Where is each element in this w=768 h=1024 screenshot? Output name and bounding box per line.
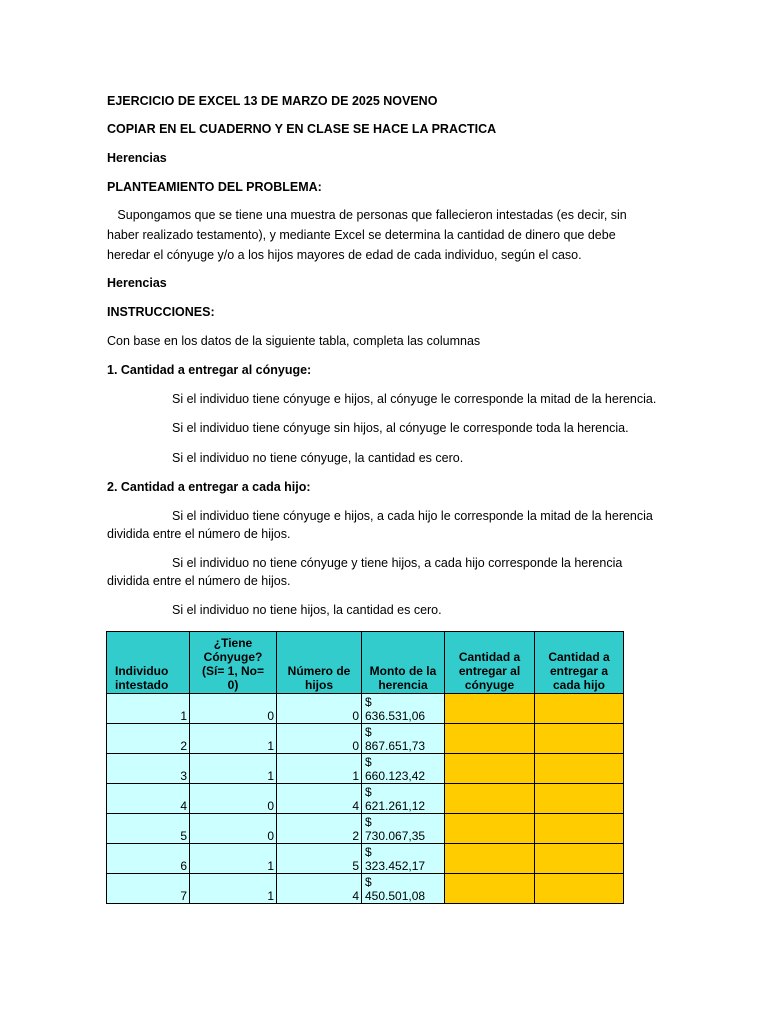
cell-cantidad-conyuge[interactable] xyxy=(445,754,535,784)
cell-cantidad-hijo[interactable] xyxy=(535,874,624,904)
heading-herencias-1: Herencias xyxy=(107,151,167,165)
problem-text-line-1: Supongamos que se tiene una muestra de personas que fallecieron intestadas (es decir, sin xyxy=(107,208,627,222)
cell-cantidad-hijo[interactable] xyxy=(535,814,624,844)
cell-monto xyxy=(362,844,445,874)
table-row xyxy=(107,874,624,904)
cell-cantidad-hijo[interactable] xyxy=(535,844,624,874)
item2-rule-1b: dividida entre el número de hijos. xyxy=(107,527,291,541)
cell-hijos: 5 xyxy=(277,844,362,874)
cell-hijos: 4 xyxy=(277,784,362,814)
instructions-intro: Con base en los datos de la siguiente tabla, completa las columnas xyxy=(107,334,481,348)
inheritance-table xyxy=(106,631,624,904)
cell-cantidad-hijo[interactable] xyxy=(535,754,624,784)
item1-rule-1: Si el individuo tiene cónyuge e hijos, al cónyuge le corresponde la mitad de la herencia. xyxy=(172,392,657,406)
cell-cantidad-conyuge[interactable] xyxy=(445,814,535,844)
header-conyuge-line-4: 0) xyxy=(227,678,239,692)
cell-individuo: 2 xyxy=(107,724,190,754)
header-cantidad-conyuge-line-1: Cantidad a xyxy=(458,650,521,664)
problem-text-line-3: heredar el cónyuge y/o a los hijos mayores de edad de cada individuo, según el caso. xyxy=(107,248,582,262)
currency-symbol: $ xyxy=(365,845,372,859)
header-individuo xyxy=(107,632,190,694)
header-cantidad-conyuge-line-2: entregar al xyxy=(458,664,521,678)
problem-heading: PLANTEAMIENTO DEL PROBLEMA: xyxy=(107,180,322,194)
problem-text-line-2: haber realizado testamento), y mediante Excel se determina la cantidad de dinero que debe xyxy=(107,228,616,242)
amount-value: 867.651,73 xyxy=(365,739,426,753)
header-individuo-line-1: Individuo xyxy=(115,664,169,678)
header-cantidad-hijo xyxy=(535,632,624,694)
cell-hijos: 1 xyxy=(277,754,362,784)
item1-rule-3: Si el individuo no tiene cónyuge, la cantidad es cero. xyxy=(172,451,464,465)
cell-cantidad-hijo[interactable] xyxy=(535,724,624,754)
cell-monto xyxy=(362,724,445,754)
cell-cantidad-conyuge[interactable] xyxy=(445,724,535,754)
cell-conyuge: 1 xyxy=(190,874,277,904)
item2-rule-3: Si el individuo no tiene hijos, la cantidad es cero. xyxy=(172,603,442,617)
cell-cantidad-hijo[interactable] xyxy=(535,694,624,724)
currency-symbol: $ xyxy=(365,815,372,829)
header-conyuge xyxy=(190,632,277,694)
amount-value: 730.067,35 xyxy=(365,829,426,843)
amount-value: 323.452,17 xyxy=(365,859,426,873)
header-hijos-line-2: hijos xyxy=(304,678,333,692)
table-row xyxy=(107,844,624,874)
cell-monto xyxy=(362,694,445,724)
cell-hijos: 0 xyxy=(277,694,362,724)
cell-conyuge: 0 xyxy=(190,814,277,844)
currency-symbol: $ xyxy=(365,875,372,889)
header-conyuge-line-3: (Sí= 1, No= xyxy=(201,664,265,678)
table-header-row xyxy=(107,632,624,694)
currency-symbol: $ xyxy=(365,725,372,739)
table-row xyxy=(107,694,624,724)
amount-value: 450.501,08 xyxy=(365,889,426,903)
copy-instruction: COPIAR EN EL CUADERNO Y EN CLASE SE HACE LA PRACTICA xyxy=(107,122,497,136)
header-cantidad-hijo-line-3: cada hijo xyxy=(552,678,605,692)
header-cantidad-conyuge-line-3: cónyuge xyxy=(464,678,515,692)
item2-rule-2a: Si el individuo no tiene cónyuge y tiene hijos, a cada hijo corresponde la herencia xyxy=(172,556,623,570)
currency-symbol: $ xyxy=(365,755,372,769)
cell-monto xyxy=(362,754,445,784)
cell-individuo: 5 xyxy=(107,814,190,844)
cell-monto xyxy=(362,814,445,844)
table-row xyxy=(107,754,624,784)
cell-conyuge: 1 xyxy=(190,844,277,874)
cell-individuo: 4 xyxy=(107,784,190,814)
table-row xyxy=(107,814,624,844)
cell-monto xyxy=(362,874,445,904)
cell-cantidad-conyuge[interactable] xyxy=(445,784,535,814)
cell-conyuge: 1 xyxy=(190,754,277,784)
currency-symbol: $ xyxy=(365,785,372,799)
header-individuo-line-2: intestado xyxy=(115,678,169,692)
cell-hijos: 2 xyxy=(277,814,362,844)
instructions-heading: INSTRUCCIONES: xyxy=(107,305,215,319)
item1-title: 1. Cantidad a entregar al cónyuge: xyxy=(107,363,312,377)
header-monto xyxy=(362,632,445,694)
cell-hijos: 4 xyxy=(277,874,362,904)
cell-cantidad-hijo[interactable] xyxy=(535,784,624,814)
header-monto-line-2: herencia xyxy=(378,678,428,692)
item2-rule-1a: Si el individuo tiene cónyuge e hijos, a cada hijo le corresponde la mitad de la herencia xyxy=(172,509,653,523)
cell-cantidad-conyuge[interactable] xyxy=(445,694,535,724)
cell-hijos: 0 xyxy=(277,724,362,754)
currency-symbol: $ xyxy=(365,695,372,709)
header-monto-line-1: Monto de la xyxy=(369,664,437,678)
cell-cantidad-conyuge[interactable] xyxy=(445,844,535,874)
cell-conyuge: 0 xyxy=(190,694,277,724)
cell-conyuge: 1 xyxy=(190,724,277,754)
header-cantidad-hijo-line-2: entregar a xyxy=(549,664,609,678)
cell-conyuge: 0 xyxy=(190,784,277,814)
heading-herencias-2: Herencias xyxy=(107,276,167,290)
item2-title: 2. Cantidad a entregar a cada hijo: xyxy=(107,480,311,494)
cell-individuo: 7 xyxy=(107,874,190,904)
amount-value: 636.531,06 xyxy=(365,709,426,723)
header-conyuge-line-1: ¿Tiene xyxy=(213,636,253,650)
header-hijos-line-1: Número de xyxy=(287,664,351,678)
document-title: EJERCICIO DE EXCEL 13 DE MARZO DE 2025 NOVENO xyxy=(107,94,438,108)
table-row xyxy=(107,784,624,814)
header-conyuge-line-2: Cónyuge? xyxy=(203,650,263,664)
amount-value: 660.123,42 xyxy=(365,769,426,783)
header-cantidad-hijo-line-1: Cantidad a xyxy=(548,650,610,664)
header-hijos xyxy=(277,632,362,694)
cell-monto xyxy=(362,784,445,814)
cell-individuo: 6 xyxy=(107,844,190,874)
cell-cantidad-conyuge[interactable] xyxy=(445,874,535,904)
item1-rule-2: Si el individuo tiene cónyuge sin hijos, al cónyuge le corresponde toda la herencia. xyxy=(172,421,629,435)
header-cantidad-conyuge xyxy=(445,632,535,694)
table-row xyxy=(107,724,624,754)
cell-individuo: 1 xyxy=(107,694,190,724)
amount-value: 621.261,12 xyxy=(365,799,426,813)
item2-rule-2b: dividida entre el número de hijos. xyxy=(107,574,291,588)
cell-individuo: 3 xyxy=(107,754,190,784)
